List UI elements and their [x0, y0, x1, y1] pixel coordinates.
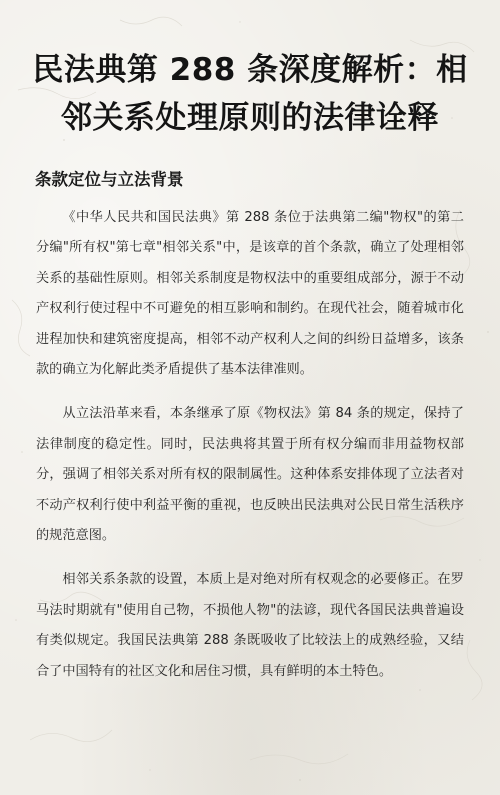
section-heading: 条款定位与立法背景 — [35, 170, 184, 189]
paragraph-3: 相邻关系条款的设置，本质上是对绝对所有权观念的必要修正。在罗马法时期就有"使用自己物，不损他人物"的法谚，现代各国民法典普遍设有类似规定。我国民法典第 288 条既吸收了比较法上的成熟经验，又结合了中国特有的社区文化和居住习惯，具有鲜明的本土特色。 — [36, 572, 464, 679]
article-title: 民法典第 288 条深度解析：相邻关系处理原则的法律诠释 — [32, 52, 468, 136]
paragraph-2: 从立法沿革来看，本条继承了原《物权法》第 84 条的规定，保持了法律制度的稳定性。同时，民法典将其置于所有权分编而非用益物权部分，强调了相邻关系对所有权的限制属性。这种体系安排体现了立法者对不动产权利行使中利益平衡的重视，也反映出民法典对公民日常生活秩序的规范意图。 — [36, 406, 464, 544]
paragraph-1: 《中华人民共和国民法典》第 288 条位于法典第二编"物权"的第二分编"所有权"第七章"相邻关系"中，是该章的首个条款，确立了处理相邻关系的基础性原则。相邻关系制度是物权法中的重要组成部分，源于不动产权利行使过程中不可避免的相互影响和制约。在现代社会，随着城市化进程加快和建筑密度提高，相邻不动产权利人之间的纠纷日益增多，该条款的确立为化解此类矛盾提供了基本法律准则。 — [36, 210, 464, 378]
